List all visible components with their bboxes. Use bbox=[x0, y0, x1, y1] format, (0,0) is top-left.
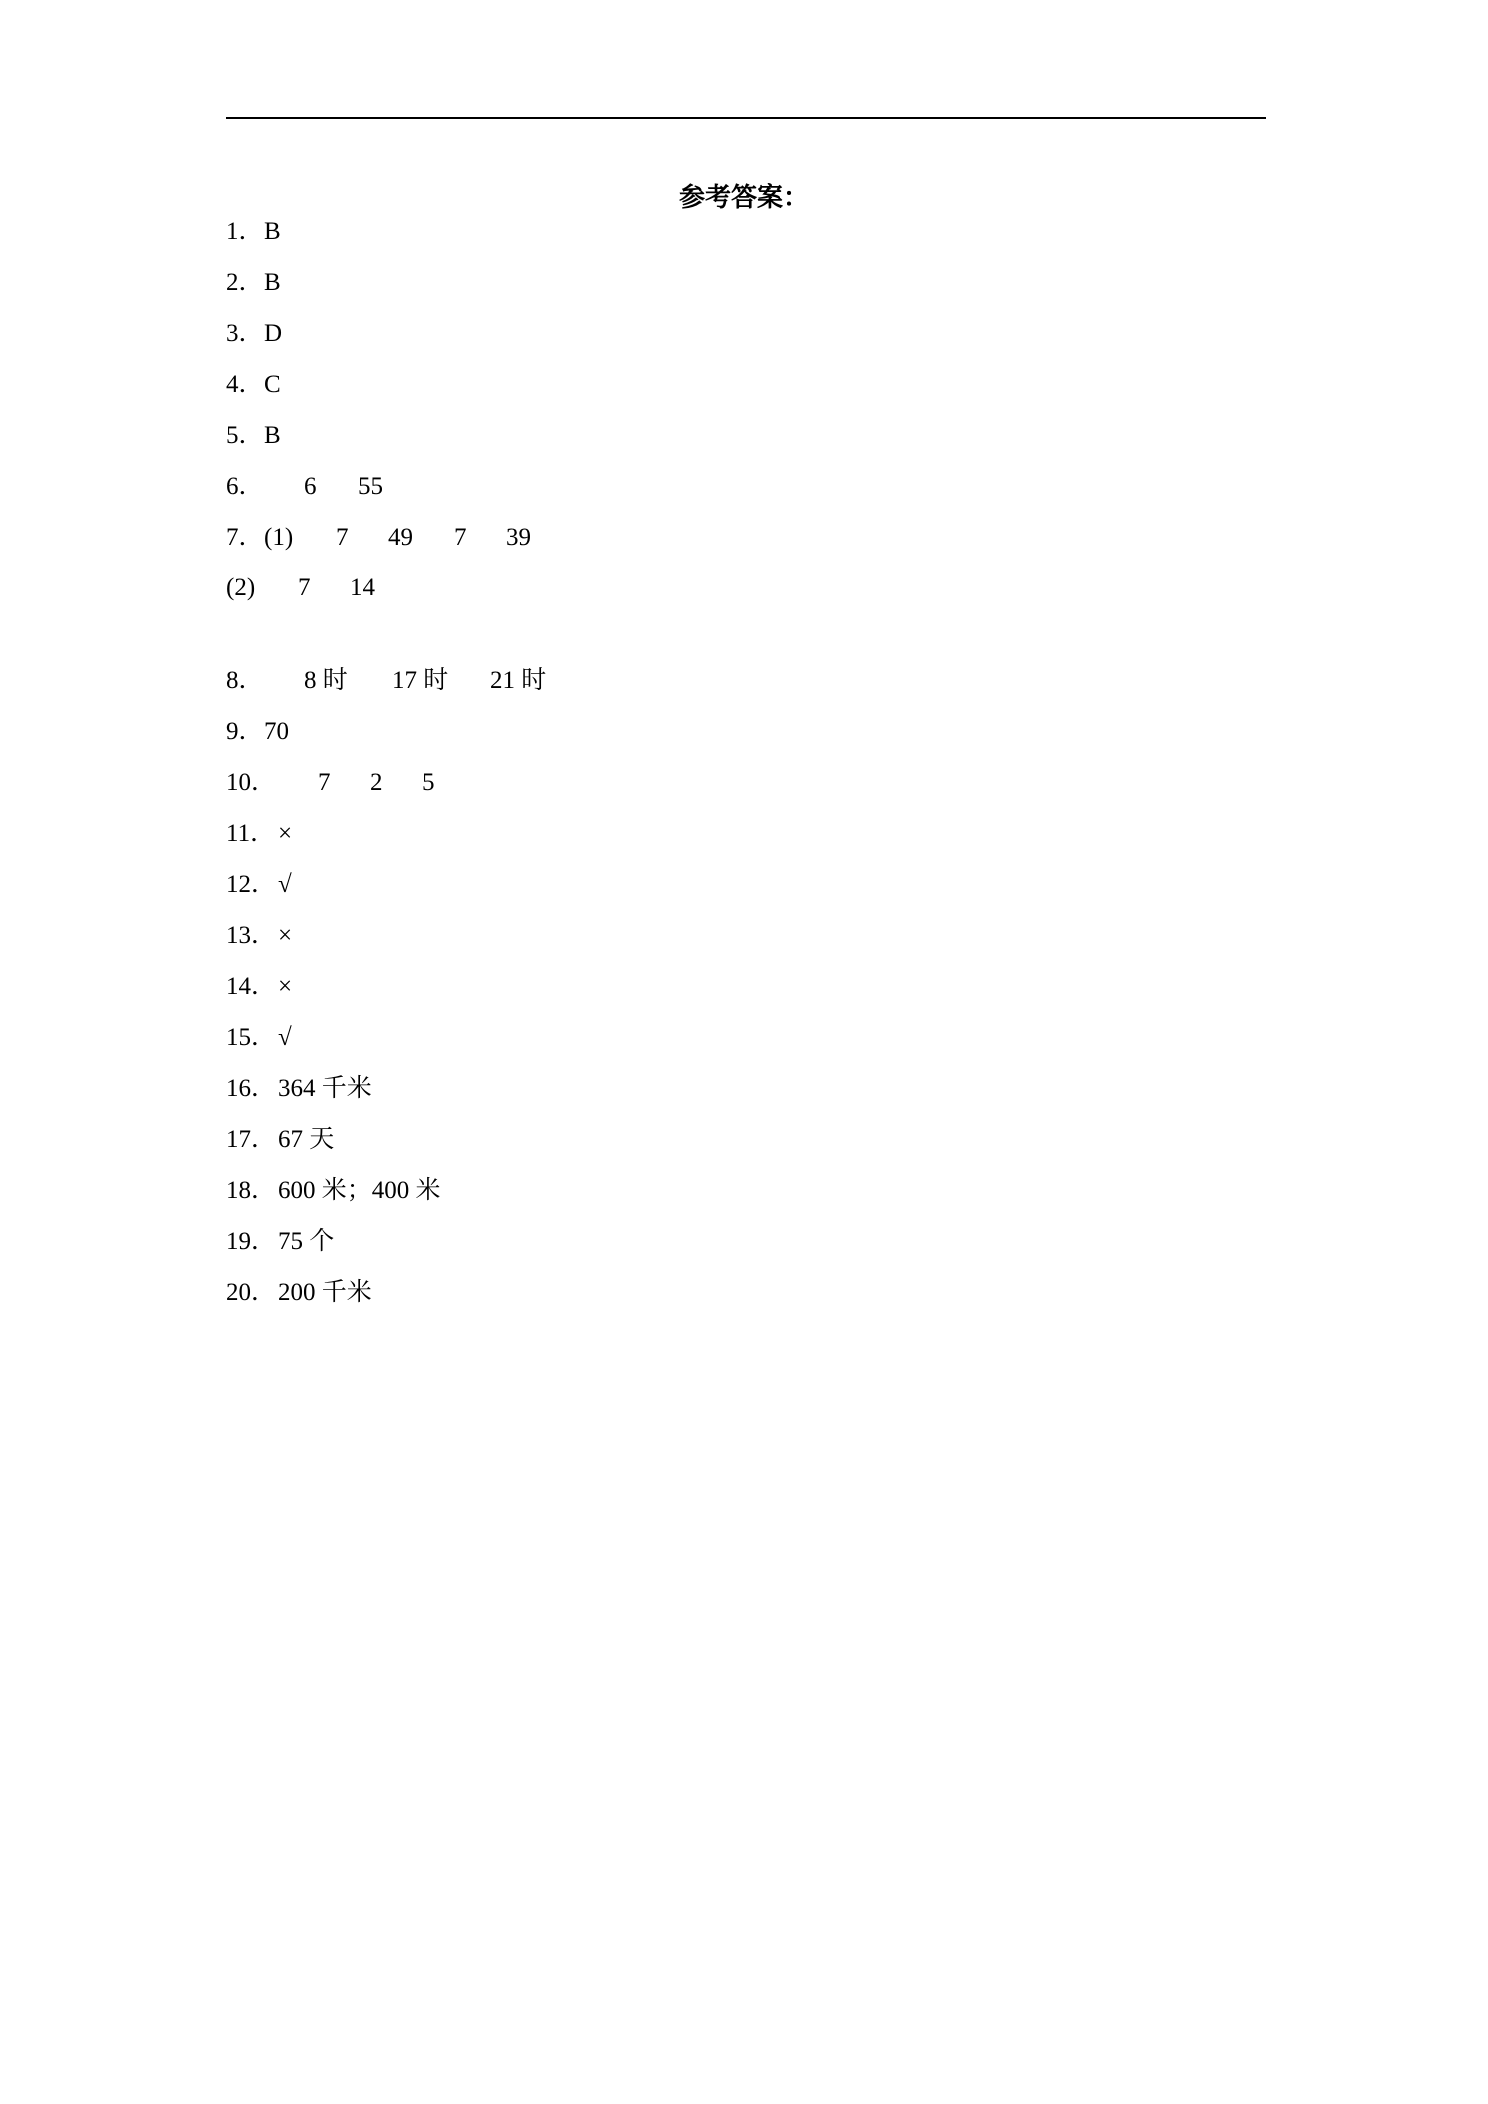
answer-number: 14． bbox=[226, 973, 277, 1000]
answer-value: √ bbox=[278, 871, 292, 898]
answer-value: B bbox=[264, 422, 281, 449]
answer-blank: 7 bbox=[298, 574, 311, 601]
answer-number: 7． bbox=[226, 524, 264, 551]
answer-value: × bbox=[278, 973, 293, 1000]
answer-blank: 6 bbox=[304, 473, 317, 500]
answer-number: 1． bbox=[226, 218, 264, 245]
answer-blank: 39 bbox=[506, 524, 531, 551]
answer-blank: 17 时 bbox=[392, 667, 449, 694]
answer-value: D bbox=[264, 320, 283, 347]
answer-value: 200 千米 bbox=[278, 1279, 372, 1306]
answer-number: 16． bbox=[226, 1075, 277, 1102]
answer-value: C bbox=[264, 371, 281, 398]
answer-number: 8． bbox=[226, 667, 264, 694]
answer-number: 17． bbox=[226, 1126, 277, 1153]
answer-number: 2． bbox=[226, 269, 264, 296]
answer-number: 4． bbox=[226, 371, 264, 398]
answer-number: 20． bbox=[226, 1279, 277, 1306]
answer-blank: 5 bbox=[422, 769, 435, 796]
header-rule bbox=[226, 117, 1266, 119]
page-title: 参考答案： bbox=[678, 183, 809, 212]
answer-number: 6． bbox=[226, 473, 264, 500]
answer-part-label: (1) bbox=[264, 524, 294, 551]
answer-blank: 7 bbox=[336, 524, 349, 551]
answer-number: 15． bbox=[226, 1024, 277, 1051]
answer-blank: 8 时 bbox=[304, 667, 348, 694]
answer-blank: 2 bbox=[370, 769, 383, 796]
answer-number: 12． bbox=[226, 871, 277, 898]
answer-blank: 55 bbox=[358, 473, 383, 500]
answer-value: √ bbox=[278, 1024, 292, 1051]
answer-blank: 21 时 bbox=[490, 667, 547, 694]
answer-value: 600 米；400 米 bbox=[278, 1177, 441, 1204]
answer-number: 9． bbox=[226, 718, 264, 745]
answer-number: 5． bbox=[226, 422, 264, 449]
answer-blank: 49 bbox=[388, 524, 413, 551]
answer-value: 70 bbox=[264, 718, 289, 745]
answer-number: 18． bbox=[226, 1177, 277, 1204]
answer-value: × bbox=[278, 820, 293, 847]
answer-value: 364 千米 bbox=[278, 1075, 372, 1102]
answer-part-label: (2) bbox=[226, 574, 256, 601]
answer-blank: 7 bbox=[318, 769, 331, 796]
answer-value: B bbox=[264, 218, 281, 245]
answer-value: 75 个 bbox=[278, 1228, 335, 1255]
answer-number: 19． bbox=[226, 1228, 277, 1255]
answer-value: 67 天 bbox=[278, 1126, 335, 1153]
answer-number: 13． bbox=[226, 922, 277, 949]
answer-number: 11． bbox=[226, 820, 276, 847]
answer-blank: 14 bbox=[350, 574, 375, 601]
answer-value: B bbox=[264, 269, 281, 296]
answer-number: 3． bbox=[226, 320, 264, 347]
answer-value: × bbox=[278, 922, 293, 949]
answer-blank: 7 bbox=[454, 524, 467, 551]
answer-number: 10． bbox=[226, 769, 277, 796]
